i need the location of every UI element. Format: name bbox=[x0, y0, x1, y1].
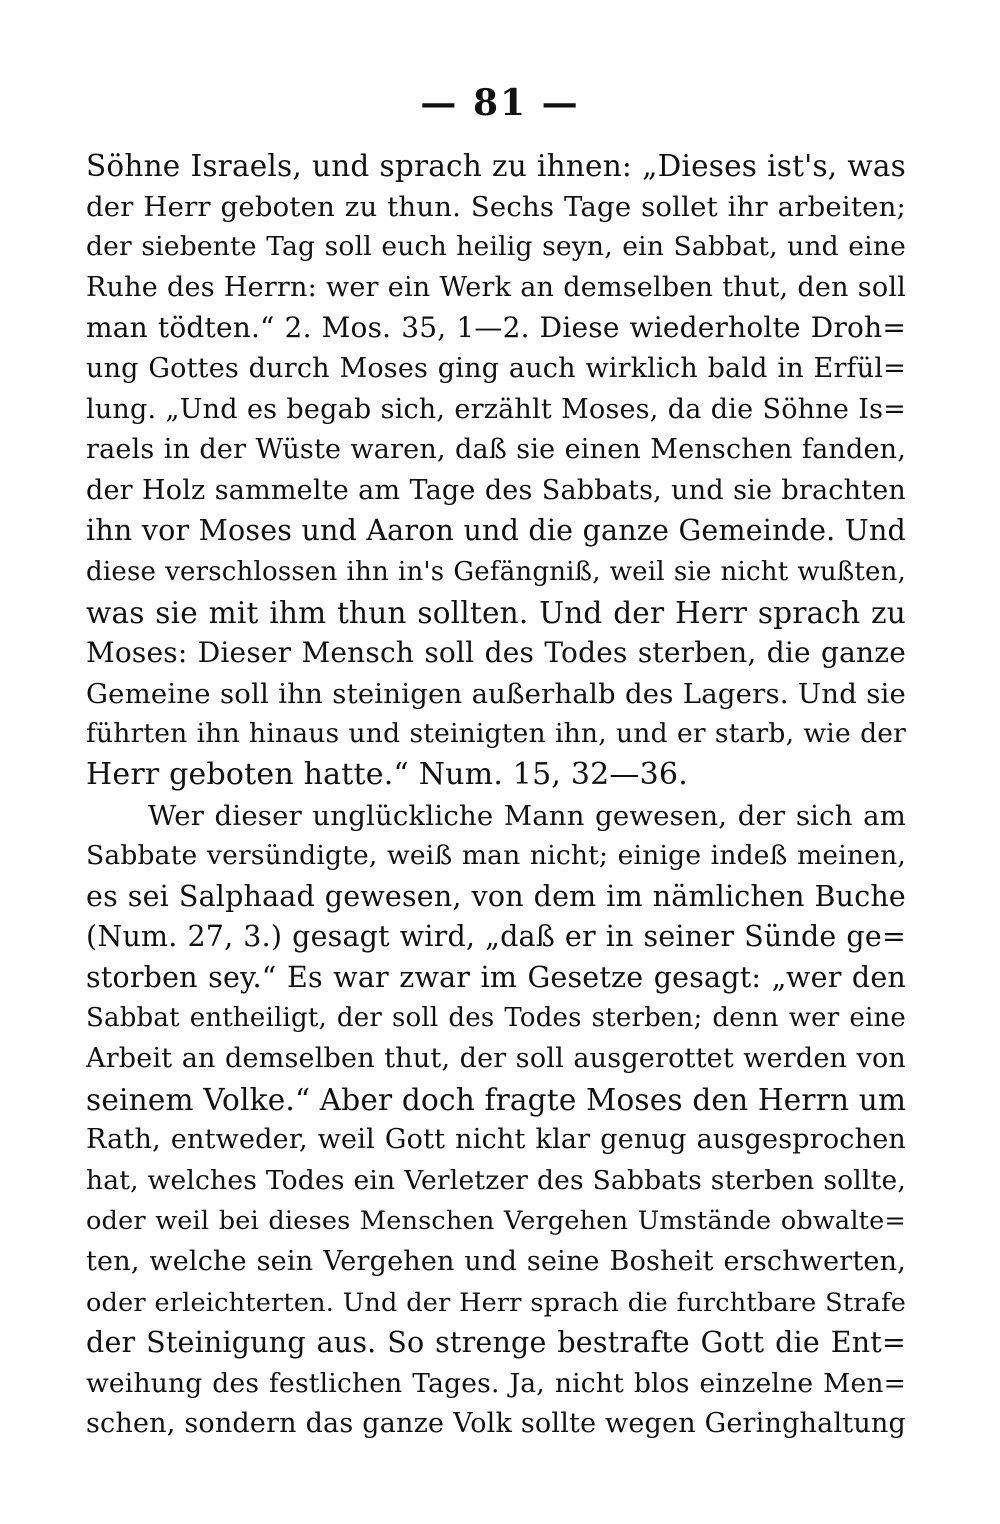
text-line: Sabbat entheiligt, der soll des Todes sterben; denn wer eine bbox=[86, 1003, 906, 1034]
text-line: Söhne Israels, und sprach zu ihnen: „Dieses ist's, was bbox=[86, 149, 906, 183]
text-line: führten ihn hinaus und steinigten ihn, und er starb, wie der bbox=[86, 718, 906, 750]
text-line: der siebente Tag soll euch heilig seyn, ein Sabbat, und eine bbox=[86, 231, 906, 263]
text-line: ten, welche sein Vergehen und seine Bosheit erschwerten, bbox=[86, 1246, 906, 1278]
page-number: — 81 — bbox=[420, 82, 580, 124]
text-line: seinem Volke.“ Aber doch fragte Moses den Herrn um bbox=[86, 1082, 907, 1117]
text-line-content: Wer dieser unglückliche Mann gewesen, der sich am bbox=[148, 799, 906, 832]
text-line: lung. „Und es begab sich, erzählt Moses, da die Söhne Is= bbox=[86, 393, 906, 425]
text-line: Arbeit an demselben thut, der soll ausgerottet werden von bbox=[86, 1043, 906, 1075]
paragraph-end-line: Herr geboten hatte.“ Num. 15, 32—36. bbox=[86, 756, 688, 792]
body-text bbox=[86, 146, 906, 1445]
text-line: ihn vor Moses und Aaron und die ganze Gemeinde. Und bbox=[86, 514, 906, 548]
text-line: storben sey.“ Es war zwar im Gesetze gesagt: „wer den bbox=[86, 960, 906, 994]
text-line: der Holz sammelte am Tage des Sabbats, und sie brachten bbox=[86, 474, 906, 506]
text-line: Rath, entweder, weil Gott nicht klar genug ausgesprochen bbox=[86, 1124, 906, 1156]
text-line: man tödten.“ 2. Mos. 35, 1—2. Diese wiederholte Droh= bbox=[86, 311, 906, 345]
text-line: diese verschlossen ihn in's Gefängniß, weil sie nicht wußten, bbox=[86, 556, 906, 587]
text-line: raels in der Wüste waren, daß sie einen Menschen fanden, bbox=[86, 434, 906, 466]
text-line: der Herr geboten zu thun. Sechs Tage sollet ihr arbeiten; bbox=[86, 190, 906, 223]
text-line: Sabbate versündigte, weiß man nicht; einige indeß meinen, bbox=[86, 840, 906, 872]
text-line: Moses: Dieser Mensch soll des Todes sterben, die ganze bbox=[86, 636, 906, 670]
text-line: schen, sondern das ganze Volk sollte wegen Geringhaltung bbox=[86, 1408, 906, 1440]
text-line: Ruhe des Herrn: wer ein Werk an demselben thut, den soll bbox=[86, 271, 906, 303]
text-line: hat, welches Todes ein Verletzer des Sabbats sterben sollte, bbox=[86, 1164, 906, 1196]
text-line: Gemeine soll ihn steinigen außerhalb des Lagers. Und sie bbox=[86, 677, 906, 710]
text-line: ung Gottes durch Moses ging auch wirklich bald in Erfül= bbox=[86, 352, 906, 384]
text-line: weihung des festlichen Tages. Ja, nicht blos einzelne Men= bbox=[86, 1367, 906, 1399]
text-line: oder weil bei dieses Menschen Vergehen Umstände obwalte= bbox=[86, 1206, 906, 1237]
text-line: was sie mit ihm thun sollten. Und der Herr sprach zu bbox=[86, 595, 906, 630]
text-line: es sei Salphaad gewesen, von dem im nämlichen Buche bbox=[86, 879, 906, 913]
text-line: oder erleichterten. Und der Herr sprach die furchtbare Strafe bbox=[86, 1287, 906, 1318]
text-line: der Steinigung aus. So strenge bestrafte Gott die Ent= bbox=[86, 1326, 906, 1360]
paragraph-start-line bbox=[86, 796, 906, 837]
text-line: (Num. 27, 3.) gesagt wird, „daß er in seiner Sünde ge= bbox=[86, 920, 906, 954]
